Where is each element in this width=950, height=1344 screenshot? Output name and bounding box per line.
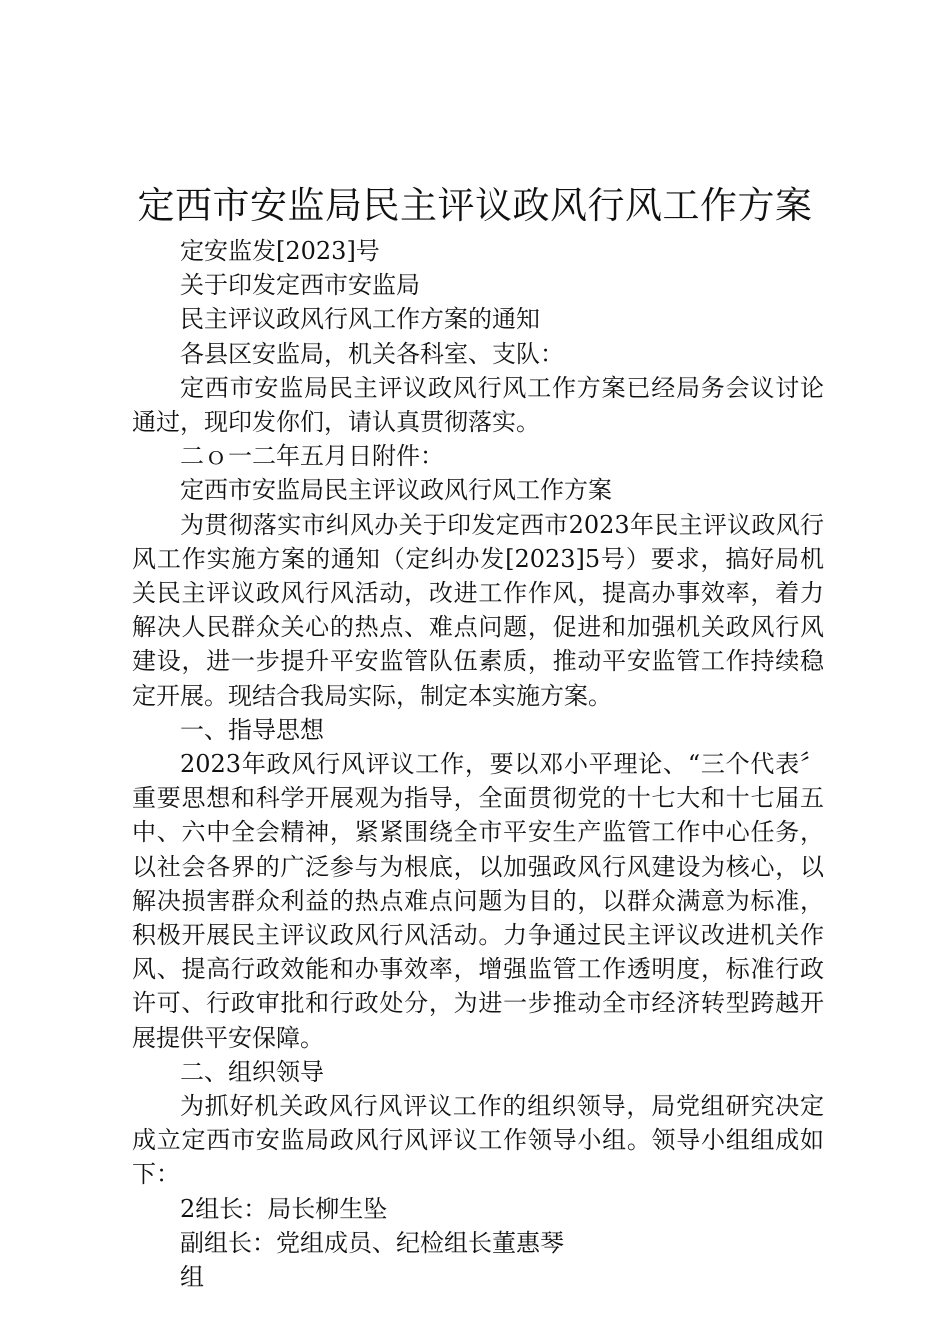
section-heading-organization: 二、组织领导: [180, 1057, 324, 1086]
recipients: 各县区安监局，机关各科室、支队：: [180, 339, 564, 368]
deputy-leader-line: 副组长：党组成员、纪检组长董惠琴: [180, 1228, 564, 1257]
notice-heading-line-1: 关于印发定西市安监局: [180, 271, 420, 300]
date-and-attachment: 二ｏ一二年五月日附件：: [180, 442, 444, 471]
intro-paragraph: 为贯彻落实市纠风办关于印发定西市2023年民主评议政风行风工作实施方案的通知（定纠办发[2023]5号）要求，搞好局机关民主评议政风行风活动，改进工作作风，提高办事效率，着力解决人民群众关心的热点、难点问题，促进和加强机关政风行风建设，进一步提升平安监管队伍素质，推动平安监管工作持续稳定开展。现结合我局实际，制定本实施方案。: [132, 510, 824, 710]
section-heading-guiding-thought: 一、指导思想: [180, 715, 324, 744]
doc-number: 定安监发[2023]号: [180, 237, 380, 265]
attachment-title: 定西市安监局民主评议政风行风工作方案: [180, 476, 612, 505]
notice-heading-line-2: 民主评议政风行风工作方案的通知: [180, 305, 540, 334]
document-body: [132, 234, 824, 1294]
guiding-thought-paragraph: 2023年政风行风评议工作，要以邓小平理论、“三个代表〞重要思想和科学开展观为指导，全面贯彻党的十七大和十七届五中、六中全会精神，紧紧围绕全市平安生产监管工作中心任务，以社会各界的广泛参与为根底，以加强政风行风建设为核心，以解决损害群众利益的热点难点问题为目的，以群众满意为标准，积极开展民主评议政风行风活动。力争通过民主评议改进机关作风、提高行政效能和办事效率，增强监管工作透明度，标准行政许可、行政审批和行政处分，为进一步推动全市经济转型跨越开展提供平安保障。: [132, 750, 824, 1052]
members-line: 组: [180, 1263, 204, 1292]
organization-paragraph: 为抓好机关政风行风评议工作的组织领导，局党组研究决定成立定西市安监局政风行风评议工作领导小组。领导小组组成如下：: [132, 1092, 824, 1189]
notice-body: 定西市安监局民主评议政风行风工作方案已经局务会议讨论通过，现印发你们，请认真贯彻落实。: [132, 373, 824, 437]
document-title: 定西市安监局民主评议政风行风工作方案: [137, 184, 813, 227]
group-leader-line: 2组长：局长柳生坠: [180, 1194, 388, 1223]
